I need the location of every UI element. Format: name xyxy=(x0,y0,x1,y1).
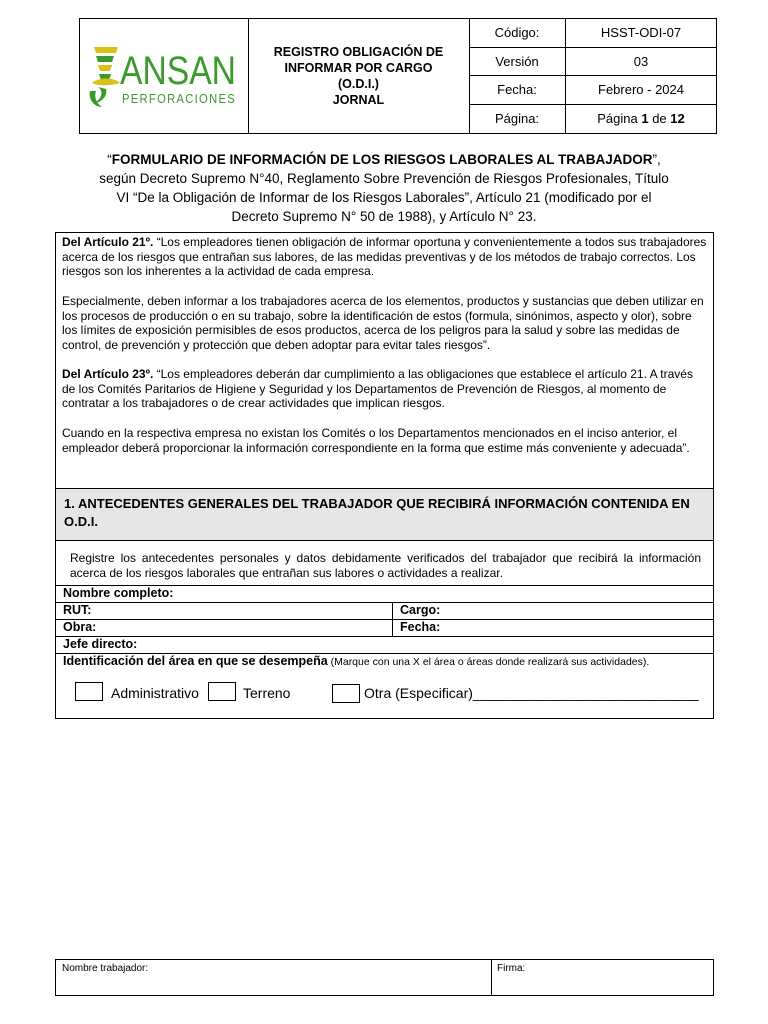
title-line: JORNAL xyxy=(332,93,385,107)
article-21-paragraph-2: Especialmente, deben informar a los trabajadores acerca de los elementos, productos y sustancias que deben utilizar en los procesos de producción o en su trabajo, sobre la identificación de estos (formula, sinónimos, aspecto y olor), sobre los límites de exposición permisibles de esos productos, acerca de los peligros para la salud y sobre las medidas de control, de prevención y protección que deben adoptar para evitar tales riesgos”. xyxy=(62,294,704,352)
title-line: (O.D.I.) xyxy=(338,77,379,91)
version-value: 03 xyxy=(633,53,649,69)
field-nombre-completo[interactable] xyxy=(56,585,713,602)
signature-field[interactable] xyxy=(491,960,713,995)
company-logo xyxy=(80,19,249,133)
svg-text:ANSAN: ANSAN xyxy=(120,49,236,93)
checkbox-administrativo[interactable] xyxy=(75,682,103,701)
worker-name-field[interactable] xyxy=(56,960,492,995)
form-heading: FORMULARIO DE INFORMACIÓN DE LOS RIESGOS LABORALES AL TRABAJADOR xyxy=(111,152,653,167)
ansan-logo-icon xyxy=(80,19,248,133)
article-23-label: Del Artículo 23º. xyxy=(62,367,154,381)
option-administrativo-label: Administrativo xyxy=(111,685,199,701)
area-hint: (Marque con una X el área o áreas donde realizará sus actividades). xyxy=(327,656,650,668)
checkbox-terreno[interactable] xyxy=(208,682,236,701)
page-value: Página 1 de 12 xyxy=(597,111,685,127)
checkbox-otra[interactable] xyxy=(332,684,360,703)
jefe-label: Jefe directo: xyxy=(63,637,138,651)
field-obra-fecha[interactable] xyxy=(56,619,713,636)
cargo-label: Cargo: xyxy=(400,603,441,617)
form-title xyxy=(248,19,470,133)
fecha-label: Fecha: xyxy=(400,620,441,634)
section-1-instructions: Registre los antecedentes personales y datos debidamente verificados del trabajador que recibirá la información acerca de los riesgos laborales que entrañan sus labores o actividades a realizar. xyxy=(70,551,701,580)
code-label: Código: xyxy=(469,19,566,47)
option-terreno-label: Terreno xyxy=(243,685,291,701)
worker-name-label: Nombre trabajador: xyxy=(62,963,149,974)
version-label: Versión xyxy=(469,48,566,76)
date-label: Fecha: xyxy=(469,76,566,104)
meta-row-code xyxy=(469,19,716,48)
article-23-paragraph-2: Cuando en la respectiva empresa no existan los Comités o los Departamentos mencionados en el inciso anterior, el empleador deberá proporcionar la información correspondiente en la forma que estime más conveniente y adecuada”. xyxy=(62,426,690,455)
code-value: HSST-ODI-07 xyxy=(600,25,682,41)
meta-row-date xyxy=(469,76,716,105)
title-line: INFORMAR POR CARGO xyxy=(284,61,433,75)
meta-row-page xyxy=(469,105,716,134)
article-21-label: Del Artículo 21º. xyxy=(62,235,154,249)
article-23-paragraph: Del Artículo 23º. “Los empleadores deberán dar cumplimiento a las obligaciones que establece el artículo 21. A través de los Comités Paritarios de Higiene y Seguridad y los Departamentos de Prevención de Riesgos, al momento de contratar a los trabajadores o de crear actividades que implican riesgos. xyxy=(62,367,693,411)
section-1-heading: 1. ANTECEDENTES GENERALES DEL TRABAJADOR QUE RECIBIRÁ INFORMACIÓN CONTENIDA EN O.D.I. xyxy=(56,488,713,541)
title-line: REGISTRO OBLIGACIÓN DE xyxy=(273,45,444,59)
page-label: Página: xyxy=(469,105,566,134)
meta-row-version xyxy=(469,48,716,77)
nombre-label: Nombre completo: xyxy=(63,586,174,600)
document-header xyxy=(79,18,717,134)
rut-label: RUT: xyxy=(63,603,92,617)
area-label: Identificación del área en que se desempeña xyxy=(63,654,328,668)
article-21-paragraph: Del Artículo 21º. “Los empleadores tienen obligación de informar oportuna y convenientemente a todos sus trabajadores acerca de los riesgos que entrañan sus labores, de las medidas preventivas y de los métodos de trabajo correctos. Los riesgos son los inherentes a la actividad de cada empresa. xyxy=(62,235,707,279)
field-rut-cargo[interactable] xyxy=(56,602,713,619)
articles-and-form-box xyxy=(55,232,714,719)
obra-label: Obra: xyxy=(63,620,97,634)
signature-label: Firma: xyxy=(497,963,526,974)
field-jefe-directo[interactable] xyxy=(56,636,713,653)
option-otra-label: Otra (Especificar)_____________________________ xyxy=(364,685,699,701)
signature-table xyxy=(55,959,714,996)
intro-text: “FORMULARIO DE INFORMACIÓN DE LOS RIESGOS LABORALES AL TRABAJADOR”, según Decreto Supremo N°40, Reglamento Sobre Prevención de Riesgos Profesionales, Título VI “De la Obligación de Informar de los Riesgos Laborales”, Artículo 21 (modificado por el Decreto Supremo N° 50 de 1988), y Artículo N° 23. xyxy=(99,152,669,224)
svg-text:PERFORACIONES: PERFORACIONES xyxy=(122,91,236,106)
area-identification-row xyxy=(56,653,713,673)
date-value: Febrero - 2024 xyxy=(598,82,684,98)
